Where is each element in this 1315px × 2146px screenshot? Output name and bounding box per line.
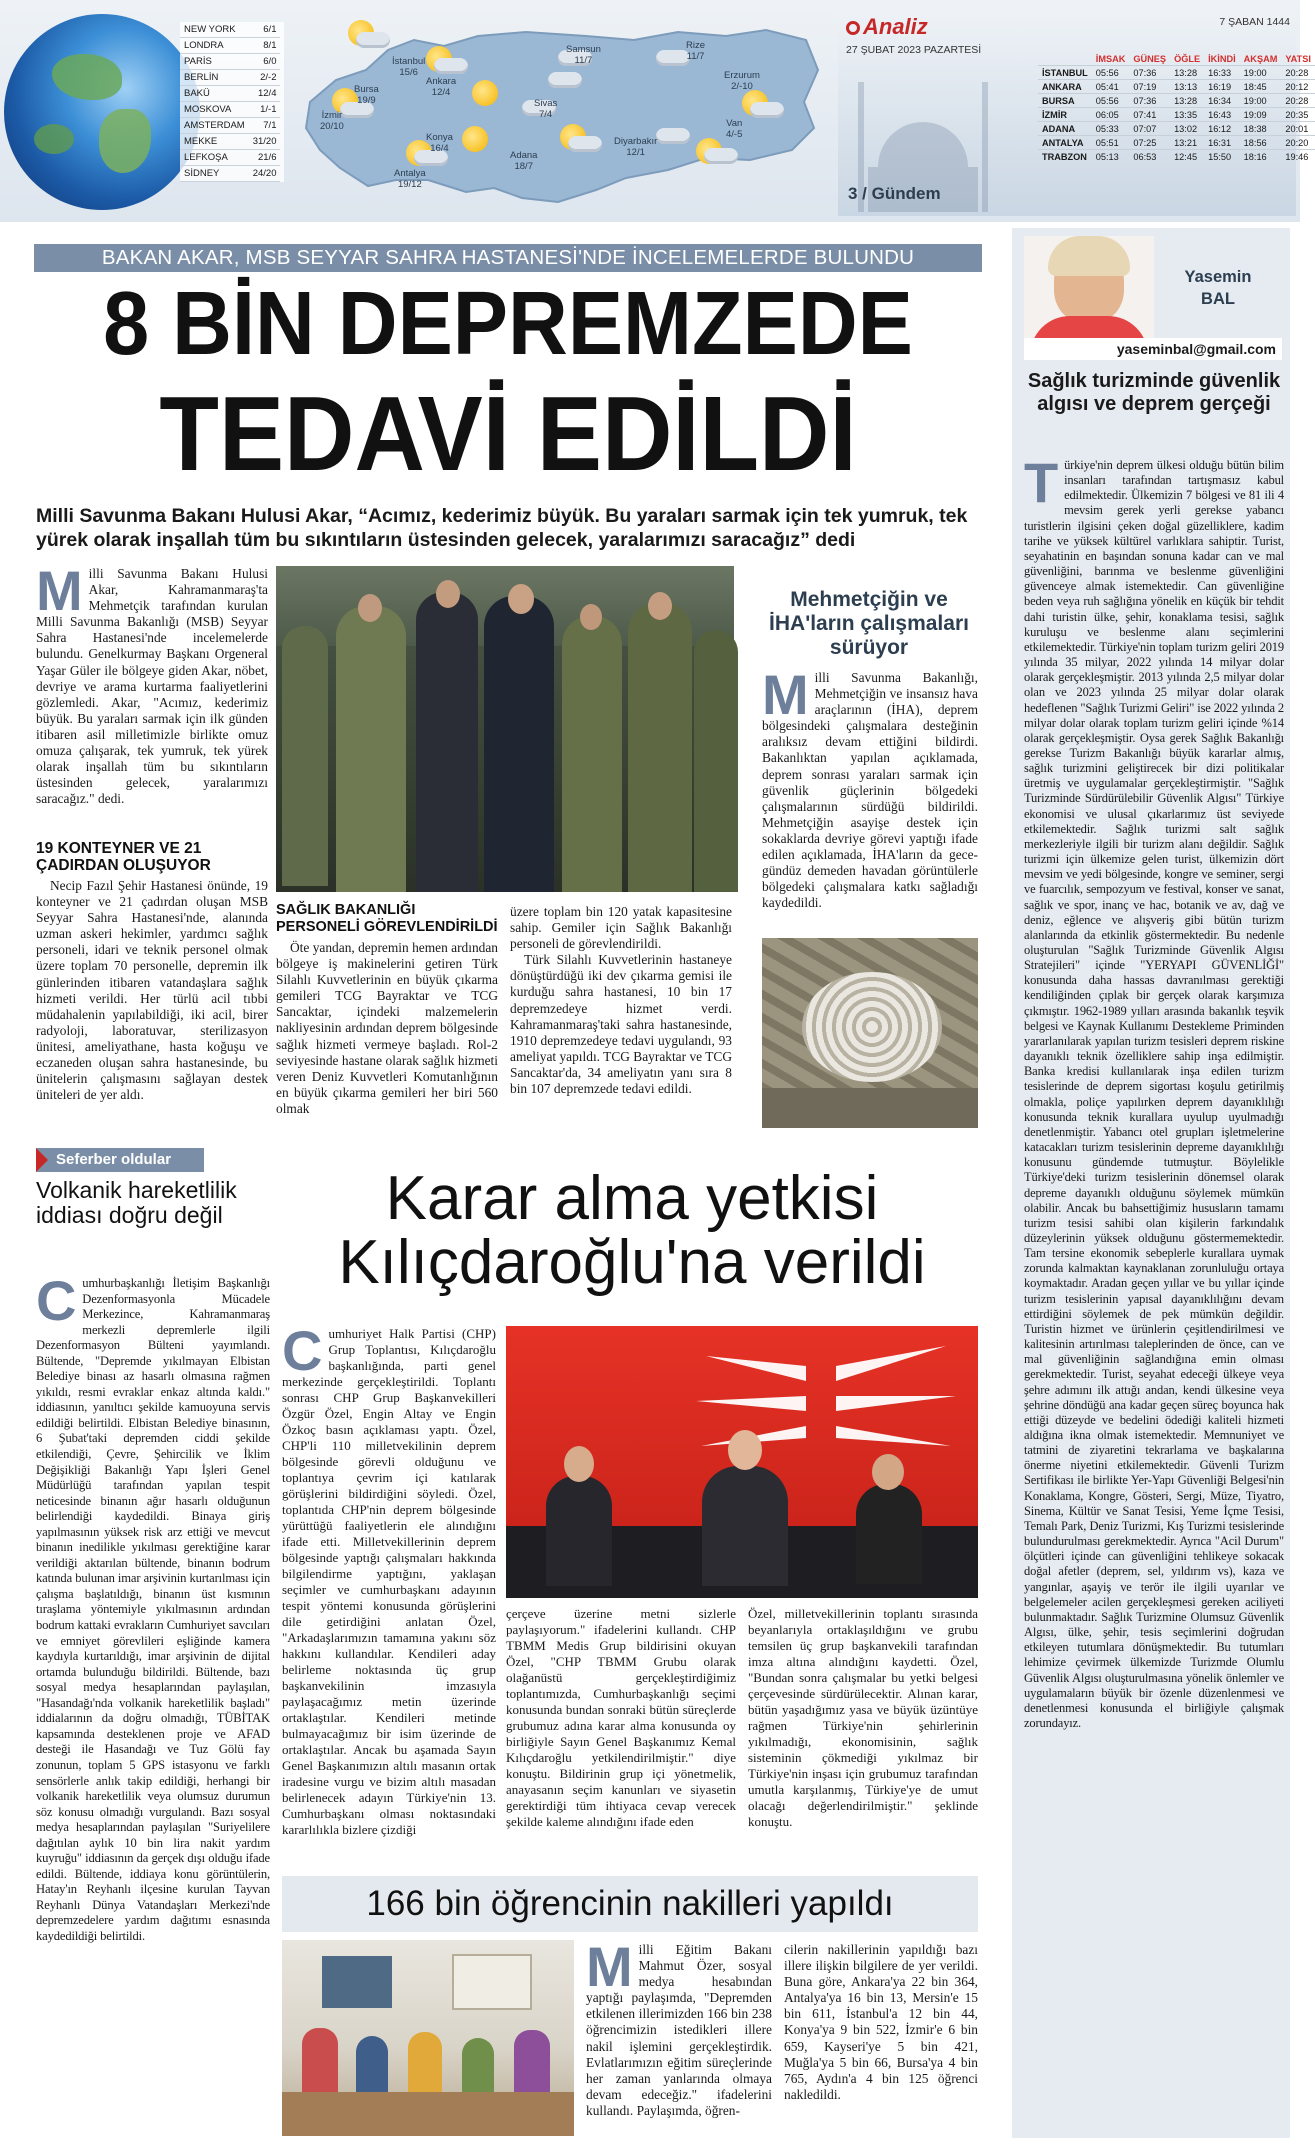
map-city-adana: Adana 18/7 [510,150,538,172]
prayer-time: 20:20 [1281,136,1315,150]
turkey-weather-map [296,10,824,216]
prayer-time: 13:28 [1170,94,1204,108]
world-city-temp: 6/1 [249,22,281,38]
prayer-city: ADANA [1038,122,1092,136]
chp-body-col1: Cumhuriyet Halk Partisi (CHP) Grup Toplantısı, Kılıçdaroğlu başkanlığında, parti genel merkezinde gerçekleştirildi. Toplantı sonrası CHP Grup Başkanvekilleri Özgür Özel, Engin Altay ve Engin Özkoç basın açıklaması yaptı. Özel, CHP'li 110 milletvekilinin deprem bölgesinde görevli olduğunu ve toplantıya çevrim içi katılarak görüşlerini bildirdiğini söyledi. Özel, toplantıda CHP'nin deprem bölgesinde yürüttüğü faaliyetlerin ele alındığını ifade etti. Milletvekillerinin deprem bölgesinde yaptığı çalışmaları hakkında bilgilendirme yaptığını, yaklaşan seçimler ve cumhurbaşkanı adayının tespit yöntemi konusunda görüşlerini dile getirdiğini anlatan Özel, "Arkadaşlarımızın tamamına yakını söz hakkını kullandılar. Kendileri aday belirleme noktasında üç grup başkanvekilinin imzasıyla paylaşacağımız metin üzerinde ortaklaştılar. Kendileri metinde bulmayacağımız bir isim üzerinde de ortaklaştılar. Ancak bu aşamada Sayın Genel Başkanımızın altılı masanın ortak iradesine vurgu ve bizim altılı masadan belirlenecek adayın Türkiye'nin 13. Cumhurbaşkanı olması noktasındaki kararlılıkla bizlere çizdiği [282,1319,496,1837]
lead-body-col1: Milli Savunma Bakanı Hulusi Akar, Kahramanmaraş'ta Mehmetçik tarafından kurulan Milli Savunma Bakanlığı (MSB) Seyyar Sahra Hastanesi'nde incelemelerde bulundu. Genelkurmay Başkanı Orgeneral Yaşar Güler ile bölgeye giden Akar, nöbet, devriye ve arama kurtarma faaliyetlerini gözlemledi. Akar, "Acımız, kederimiz büyük. Bu yaraları sarmak için ilk günden itibaren asil milletimizle birlikte omuz omuza çalışarak, tek yumruk, tek yürek olarak inşallah tüm bu sıkıntıların üstesinden gelecek, yaralarımızı saracağız." dedi. [36,559,268,807]
prayer-time: 16:31 [1204,136,1240,150]
map-city-van: Van 4/-5 [726,118,743,140]
prayer-time: 07:41 [1129,108,1170,122]
logo-mark-icon [846,21,860,35]
world-city-name: LEFKOŞA [180,150,249,166]
globe-image [4,14,200,210]
prayer-time: 05:56 [1092,66,1130,80]
map-city-samsun: Samsun 11/7 [566,44,601,66]
prayer-time: 19:09 [1240,108,1282,122]
column-title: Sağlık turizminde güvenlik algısı ve deprem gerçeği [1027,370,1281,415]
world-city-name: PARİS [180,54,249,70]
prayer-time: 18:56 [1240,136,1282,150]
prayer-time: 07:19 [1129,80,1170,94]
columnist-email[interactable]: yaseminbal@gmail.com [1024,338,1282,360]
prayer-time: 16:12 [1204,122,1240,136]
world-city-temp: 24/20 [249,166,281,182]
world-city-name: MEKKE [180,134,249,150]
side-story-body: Milli Savunma Bakanlığı, Mehmetçiğin ve insansız hava araçlarının (İHA), deprem bölgesindeki çalışmalara desteğinin aralıksız devam ettiğini bildirdi. Bakanlıktan yapılan açıklamada, deprem sonrası yaraları sarmak için güvenlik güçlerinin bölgedeki çalışmalarının sürdüğü bildirildi. Mehmetçiğin asayişe destek için sokaklarda devriye görevi yaptığı ifade edilen açıklamada, İHA'ların da gece-gündüz demeden havadan görüntülerle bölgedeki çalışmalara katkı sağladığı kaydedildi. [762,663,978,911]
lead-subhead-2: SAĞLIK BAKANLIĞI PERSONELİ GÖREVLENDİRİLDİ [276,902,498,935]
prayer-time: 18:16 [1240,150,1282,164]
prayer-city: İSTANBUL [1038,66,1092,80]
lead-body-col1b: Necip Fazıl Şehir Hastanesi önünde, 19 konteyner ve 21 çadırdan oluşan MSB Seyyar Sahra Hastanesi'nde, alanında uzman askeri hekimler, yardımcı sağlık personeli, idari ve teknik personel olmak üzere toplam 70 personelle, depremin ilk günlerinden itibaren vatandaşlara sağlık hizmeti verildi. Her türlü acil tıbbi müdahalenin yapılabildiği, iki acil, birer radyoloji, laboratuvar, sterilizasyon ünitesi, ameliyathane, hasta koğuşu ve eczaneden oluşan sahra hastanesinde, bu ünitelerin çalışmasını sağlayan destek üniteleri de yer aldı. [36,878,268,1103]
lead-kicker: BAKAN AKAR, MSB SEYYAR SAHRA HASTANESİ'NDE İNCELEMELERDE BULUNDU [34,244,982,272]
prayer-row [1038,66,1315,80]
prayer-time: 20:35 [1281,108,1315,122]
prayer-time: 05:33 [1092,122,1130,136]
prayer-header: AKŞAM [1243,53,1278,64]
world-city-temp: 31/20 [249,134,281,150]
map-city-diyarbakir: Diyarbakır 12/1 [614,136,658,158]
lead-headline-2: TEDAVİ EDİLDİ [159,375,857,493]
students-headline-bar [282,1876,978,1932]
prayer-row [1038,94,1315,108]
prayer-times-table [1038,52,1315,163]
map-city-antalya: Antalya 19/12 [394,168,426,190]
prayer-row [1038,108,1315,122]
world-city-temp: 7/1 [249,118,281,134]
prayer-time: 16:33 [1204,66,1240,80]
prayer-time: 16:34 [1204,94,1240,108]
world-city-temp: 2/-2 [249,70,281,86]
prayer-city: ANKARA [1038,80,1092,94]
prayer-header: GÜNEŞ [1133,53,1167,64]
issue-date: 27 ŞUBAT 2023 PAZARTESİ [846,44,982,56]
lead-body-col3-p2: Türk Silahlı Kuvvetlerinin hastaneye dönüştürdüğü iki dev çıkarma gemisi ile kurduğu sahra hastanesi, 10 bin 17 depremzedeye hizmet verdi. Kahramanmaraş'taki sahra hastanesinde, 1910 depremzedeye tedavi uygulandı, 93 ameliyat yapıldı. TCG Bayraktar ve TCG Sancaktar'da, 34 ameliyatın yanı sıra 8 bin 107 depremzede tedavi edildi. [510,952,732,1097]
world-city-temp: 1/-1 [249,102,281,118]
world-city-temp: 21/6 [249,150,281,166]
section-label: 3 / Gündem [848,184,941,203]
lead-body-col3 [510,904,732,1136]
prayer-time: 07:36 [1129,66,1170,80]
world-city-row [180,70,280,86]
columnist-name-last: BAL [1201,290,1235,308]
prayer-time: 12:45 [1170,150,1204,164]
world-city-row [180,134,280,150]
masthead-panel [838,12,1311,216]
prayer-time: 05:56 [1092,94,1130,108]
side-story-title: Mehmetçiğin ve İHA'ların çalışmaları sürüyor [769,588,969,659]
chp-headline-1: Karar alma yetkisi [385,1164,879,1233]
prayer-row [1038,122,1315,136]
world-city-row [180,150,280,166]
world-city-row [180,54,280,70]
prayer-time: 19:00 [1240,94,1282,108]
chp-body-col2: çerçeve üzerine metni sizlerle paylaşıyorum." ifadelerini kullandı. CHP TBMM Medis Grup bildirisini okuyan Özel, "CHP TBMM Grubu olarak olağanüstü gerçekleştirdiğimiz toplantımızda, Cumhurbaşkanlığı seçimi konusunda bundan sonraki bütün süreçlerde grubumuz adına karar alma konusunda oy birliğiyle Sayın Genel Başkanımız Kemal Kılıçdaroğlu yetkilendirilmiştir." diye konuştu. Bildirinin grup içi yönetmelik, anayasanın seçim kanunları ve siyasetin gerektirdiği tüm ihtiyaca cevap verecek şekilde kaleme alındığını ifade eden [506,1606,736,1829]
prayer-time: 13:35 [1170,108,1204,122]
lead-body-col3-p1: üzere toplam bin 120 yatak kapasitesine sahip. Gemiler için Sağlık Bakanlığı personeli de görevlendirildi. [510,904,732,952]
world-city-name: NEW YORK [180,22,249,38]
prayer-time: 05:13 [1092,150,1130,164]
prayer-time: 20:01 [1281,122,1315,136]
prayer-time: 07:25 [1129,136,1170,150]
prayer-header: İMSAK [1095,53,1126,64]
map-city-konya: Konya 16/4 [426,132,453,154]
prayer-time: 07:36 [1129,94,1170,108]
newspaper-logo: Analiz [846,14,928,40]
world-city-name: BAKÜ [180,86,249,102]
lead-body-col2: Öte yandan, depremin hemen ardından bölgeye iş makinelerini getiren Türk Silahlı Kuvvetlerinin en büyük çıkarma gemileri TCG Bayraktar ve TCG Sancaktar, içindeki malzemelerin nakliyesinin ardından deprem bölgesinde sağlık hizmeti vermeye başladı. Rol-2 seviyesinde hastane olarak sağlık hizmeti veren Deniz Kuvvetleri Komutanlığının en büyük çıkarma gemileri her biri 560 olmak [276,940,498,1116]
world-city-name: LONDRA [180,38,249,54]
prayer-time: 18:38 [1240,122,1282,136]
prayer-time: 20:12 [1281,80,1315,94]
side-story-photo-tents [762,938,978,1128]
prayer-time: 05:41 [1092,80,1130,94]
lead-subhead-1: 19 KONTEYNER VE 21 ÇADIRDAN OLUŞUYOR [36,840,211,874]
world-city-row [180,86,280,102]
prayer-time: 13:02 [1170,122,1204,136]
prayer-time: 13:21 [1170,136,1204,150]
prayer-time: 19:00 [1240,66,1282,80]
prayer-row [1038,80,1315,94]
prayer-city: ANTALYA [1038,136,1092,150]
world-city-name: AMSTERDAM [180,118,249,134]
world-city-temp: 6/0 [249,54,281,70]
columnist-name-first: Yasemin [1184,268,1252,286]
world-city-name: MOSKOVA [180,102,249,118]
prayer-time: 07:07 [1129,122,1170,136]
students-photo-classroom [282,1940,574,2136]
chp-body-col3: Özel, milletvekillerinin toplantı sırasında beyanlarıyla ortaklaşıldığını ve grubu temsilen üç grup başkanvekili tarafından imza altına alındığını kaydetti. Özel, "Bundan sonra çalışmalar bu yetki belgesi çerçevesinde sürdürülecektir. Alınan karar, bütün yaşadığımız yasa ve büyük üzüntüye rağmen Türkiye'nin şehirlerinin yıkılmadığı, ekonomisinin, sağlık sisteminin çökmediği yıkılmaz bir Türkiye'nin inşası için grubumuz tarafından umutla karşılanmış, Türkiye'ye de umut olacağı değerlendirilmiştir." şeklinde konuştu. [748,1606,978,1829]
map-city-istanbul: İstanbul 15/6 [392,56,426,78]
map-city-ankara: Ankara 12/4 [426,76,457,98]
lead-headline-1: 8 BİN DEPREMZEDE [103,274,913,374]
world-city-name: SİDNEY [180,166,249,182]
world-city-row [180,38,280,54]
prayer-time: 16:19 [1204,80,1240,94]
students-body-col1: Milli Eğitim Bakanı Mahmut Özer, sosyal medya hesabından yaptığı paylaşımda, "Depremden etkilenen illerimizden 166 bin 238 öğrencimizin istedikleri illere nakil işlemini gerçekleştirdik. Evlatlarımızın eğitim süreçlerinde her zaman yanlarında olmaya devam edeceğiz." ifadelerini kullandı. Paylaşımda, öğren- [586,1935,772,2118]
prayer-time: 20:28 [1281,66,1315,80]
map-city-erzurum: Erzurum 2/-10 [724,70,760,92]
prayer-time: 06:05 [1092,108,1130,122]
lead-photo-soldiers [276,566,734,892]
map-city-rize: Rize 11/7 [686,40,706,62]
tag-arrow-icon [36,1148,48,1172]
prayer-header: ÖĞLE [1174,53,1201,64]
chp-headline-2: Kılıçdaroğlu'na verildi [338,1228,926,1297]
world-city-row [180,22,280,38]
prayer-row [1038,150,1315,164]
prayer-time: 18:45 [1240,80,1282,94]
hijri-date: 7 ŞABAN 1444 [1219,16,1290,28]
world-city-temp: 8/1 [249,38,281,54]
chp-photo-meeting [506,1326,978,1598]
students-headline: 166 bin öğrencinin nakilleri yapıldı [366,1884,894,1923]
world-city-name: BERLİN [180,70,249,86]
prayer-header: İKİNDİ [1208,53,1236,64]
lead-spot: Milli Savunma Bakanı Hulusi Akar, “Acımız, kederimiz büyük. Bu yaraları sarmak için tek yumruk, tek yürek olarak inşallah tüm bu sıkıntıların üstesinden gelecek, yaralarımızı saracağız” dedi [36,505,968,551]
prayer-time: 13:13 [1170,80,1204,94]
prayer-time: 15:50 [1204,150,1240,164]
volcanic-title: Volkanik hareketlilik iddiası doğru değil [36,1177,237,1228]
students-body-col2: cilerin nakillerinin yapıldığı bazı illere ilişkin bilgilere de yer verildi. Buna göre, Ankara'ya 22 bin 364, Antalya'ya 16 bin 13, Mersin'e 15 bin 611, İstanbul'a 12 bin 44, Konya'ya 9 bin 522, İzmir'e 6 bin 659, Kayseri'ye 5 bin 421, Muğla'ya 5 bin 66, Bursa'ya 4 bin 765, Aydın'a 4 bin 125 öğrenci nakledildi. [784,1942,978,2102]
prayer-time: 19:46 [1281,150,1315,164]
map-city-sivas: Sivas 7/4 [534,98,558,120]
volcanic-body: Cumhurbaşkanlığı İletişim Başkanlığı Dezenformasyonla Mücadele Merkezince, Kahramanmaraş merkezli depremlerle ilgili Dezenformasyon Bülteni yayımlandı. Bültende, "Depremde yıkılmayan Elbistan Belediye binası az hasarlı olmasına rağmen yıkıldı, resmi evraklar enkaz altında kaldı." iddiasının, yanıltıcı şekilde kamuoyuna servis edildiği belirtildi. Elbistan Belediye binasının, 6 Şubat'taki depremden ciddi şekilde etkilendiği, Çevre, Şehircilik ve İklim Değişikliği Bakanlığı Yapı İşleri Genel Müdürlüğü tarafından yapılan tespit neticesinde binanın ağır hasarlı olduğunun belirlendiği kaydedildi. Binaya giriş yapılmasının yüksek risk arz ettiği ve mevcut binanın inedilikle yıkılması gerektiğine karar verildiği aktarılan bültende, binanın bodrum katında bulunan imar arşivinin kurtarılması için çalışma başlatıldığı, binanın üst kısmının tıraşlama yöntemiyle yıkılmasının ardından bodrum kattaki evrakların Cumhuriyet savcıları ve emniyet görevlileri eşliğinde kamera kaydıyla kurtarıldığı, imar arşivinin de dijital ortamda bulunduğu bildirildi. Bültende, bazı sosyal medya hesaplarından paylaşılan, "Hasandağı'nda volkanik hareketlilik başladı" iddialarının da doğru olmadığı, TÜBİTAK kapsamında desteklenen proje ve AFAD desteği ile Hasandağı ve Tuz Gölü fay zonunun, toplam 5 GPS istasyonu ve farklı sensörlerle anlık takip edildiği, herhangi bir volkanik hareketlilik veya olumsuz durumun söz konusu olmadığı vurgulandı. Bazı sosyal medya hesaplarından paylaşılan "Suriyelilere dağıtılan aylık 10 bin lira nakit yardım kuyruğu" iddiasının da gerçek dışı olduğu ifade edildi. Bültende, iddiaya konu görüntülerin, Hatay'ın Reyhanlı ilçesine kurulan Tayvan Reyhanlı Dünya Vatandaşları Merkezi'nde depremzedelere yardım dağıtımı esnasında kaydedildiği belirtildi. [36,1269,270,1943]
prayer-time: 13:28 [1170,66,1204,80]
prayer-city: İZMİR [1038,108,1092,122]
prayer-time: 06:53 [1129,150,1170,164]
world-city-row [180,102,280,118]
world-weather-table [180,22,284,182]
prayer-city: BURSA [1038,94,1092,108]
prayer-time: 05:51 [1092,136,1130,150]
world-city-row [180,118,280,134]
prayer-row [1038,136,1315,150]
world-city-temp: 12/4 [249,86,281,102]
prayer-time: 16:43 [1204,108,1240,122]
map-city-bursa: Bursa 19/9 [354,84,379,106]
prayer-time: 20:28 [1281,94,1315,108]
prayer-header: YATSI [1285,53,1311,64]
volcanic-tag: Seferber oldular [36,1148,204,1172]
world-city-row [180,166,280,182]
prayer-city: TRABZON [1038,150,1092,164]
column-body: Türkiye'nin deprem ülkesi olduğu bütün bilim insanları tarafından tartışmasız kabul edilmektedir. Ülkemizin 7 bölgesi ve 81 ili 4 mevsim gerek yerli gerekse yabancı turistlerin ilgisini çeken doğal güzelliklere, kadim tarihe ve yüksek kültürel varlıklara sahiptir. Turist, seyahatinin en başından sonuna kadar can ve mal güvenliğini, barınma ve beslenme güvenliğini güvenceye almak istemektedir. Can güvenliğine beden veya ruh sağlığına yönelik en küçük bir tehdit dahi turistin ülke, şehir, konaklama tesisi, sağlık kuruluşu ve beslenme alanı seçimlerini etkilemektedir. Türkiye'nin toplam turizm geliri 2019 yılında 35 milyar, 2022 yılında 14 milyar dolar olarak gerçekleşmiştir. 2013 yılında 2,5 milyar dolar olan ve 2023 yılında 25 milyar dolar olarak hedeflenen "Sağlık Turizmi Geliri" ise 2022 yılında 2 milyar dolar olarak toplam turizm geliri içinde %14 olarak gerçekleşmiştir. Oysa gerek Sağlık Bakanlığı gerekse Turizm Bakanlığı büyük kararlar almış, sağlık turizmini geliştirecek bir dizi politikalar üretmiş ve uygulamalar gerçekleştirmiştir. "Sağlık Turizminde Sürdürülebilir Güvenlik Algısı" Türkiye ekonomisi ve ulusal çıkarlarımız üst seviyede etkilemektedir. Sağlık turizmi salt sağlık merkezleriyle ilgili bir turizm alanı değildir. Sağlık turizmi için ülkemize gelen turist, ülkemizin dört mevsim ve yedi bölgesinde, kongre ve seminer, sergi ve fuarcılık, sempozyum ve festival, konser ve sanat, sağlık ve spor, inanç ve hac, botanik ve av, dağ ve deniz, eğlence ve alışveriş gibi bütün turizm alanlarında da etkinlik göstermektedir. Bu nedenle oluşturulan "Sağlık Turizminde Güvenlik Algısı Stratejileri" içinde "YERYAPI GÜVENLİĞİ" konusunda daha hassas davranılması gerektiği kendiliğinden çıplak bir gerçek olarak karşımıza çıkmıştır. 1962-1989 yılları arasında bakanlık teşvik belgesi ve Kaynak Kullanımı Destekleme Priminden yararlanılarak yapılan turizm tesisleri deprem riskine dayanıklı teknik özelliklere sahip inşa edilmiştir. Banka kredisi kullanılarak inşa edilen turizm tesislerinde de deprem sigortası koşulu getirilmiş olmakla, poliçe yapılırken deprem dayanıklılığı konusunda teknik kurallara uyulup uyulmadığı denetlenmiştir. Yabancı otel grupları işletmelerine katacakları turizm tesislerinin depreme dayanıklılığı konusunu gündemde tutmuştur. Böylelikle Türkiye'deki turizm tesislerinin dönemsel olarak depreme dayanıklı olduğunu söylemek mümkün olabilir. Ancak bu bahsettiğimiz hususların tamamı turizm tesisi sahibi olan kişilerin farkındalık düzeylerinin yüksek olduğunu göstermemektedir. Tam tersine ekonomik sebeplerle kurallara uymak zorunda kalmaktan kaynaklanan zorunluluğu ortaya koymaktadır. Aradan geçen yıllar ve bu yıllar içinde turizm tesislerinin yapısal dayanıklılığını devam ettirdiğini söylemek de pek mümkün değildir. Turistin hizmet ve ürünlerin çeşitlendirilmesi ve kalitesinin artırılması taleplerinden de önce, can ve mal güvenliğinin sağlandığına emin olması gerekmektedir. Turist, seyahat edeceği ülkeye veya şehre adımını ilk attığı andan, kendi ülkesine veya şehrine döndüğü ana kadar geçen süreç boyunca hak ettiği düzeyde ve bedelini ödediği kaliteli hizmeti aldığına ikna olmak istemektedir. Memnuniyet ve tatmini de ziyaretini tekrarlama ve başkalarına önerme niyetini etkilemektedir. Güvenli Turizm Sertifikası ile birlikte Yer-Yapı Güvenliği Belgesi'nin Konaklama, Kongre, Gösteri, Sergi, Müze, Tiyatro, Sinema, Kültür ve Sanat Tesisi, Yeme İçme Tesisi, Temalı Park, Deniz Turizmi, Kış Turizmi tesislerinde bulundurulması gerekmektedir. Ayrıca "Acil Durum" ölçütleri içinde can güvenliğini tehlikeye sokacak doğal afetler (deprem, sel, yıldırım vs), kaza ve yangınlar, aşayiş ve terör ile ilgili uyarılar ve belgelemeler acilen gerçekleşmesi gereken aciliyeti bulunmaktadır. Sağlık Turizmine Olumsuz Güvenlik Algısı, ülke, şehir, tesis seçimlerini doğrudan etkileyen tutumlara dönüşmektedir. Bu tutumları lehimize çevirmek ülkemizde Turizmde Olumlu Güvenlik Algısı oluşturulmasına yönelik önlemler ve uygulamaların büyük bir özenle düzenlenmesi ve denetlenmesi konusunda el birliğiyle çalışmak zorundayız. [1024,451,1284,1730]
map-city-izmir: İzmir 20/10 [320,110,344,132]
